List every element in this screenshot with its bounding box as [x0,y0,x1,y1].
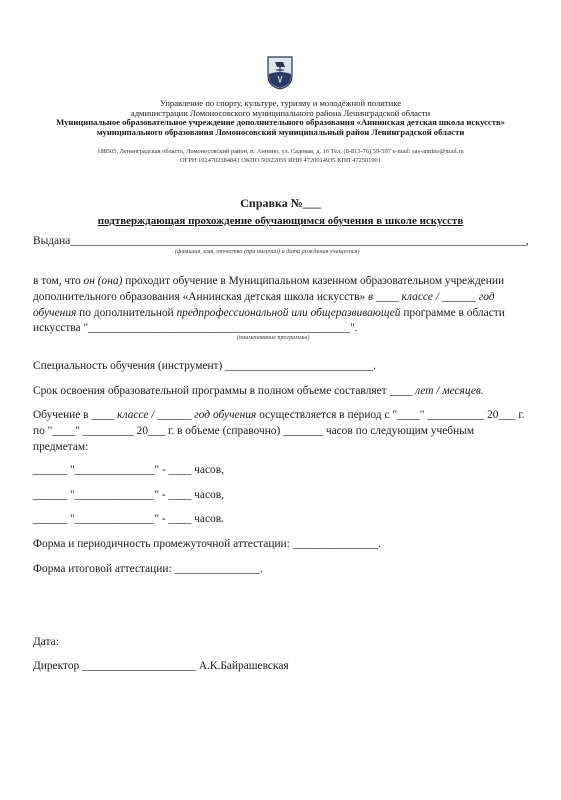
study-italic: год обучения [194,409,257,421]
specialty-line: Специальность обучения (инструмент) __________________________. [33,360,377,372]
study-line-1 [33,408,525,422]
document-subtitle: подтверждающая прохождение обучающимся обучения в школе искусств [97,215,464,227]
issued-caption: (фамилия, имя, отчество (при наличии) и дата рождения учащегося) [175,248,360,255]
subject-line: ______ "______________" - ____ часов, [33,464,224,476]
date-label: Дата: [33,636,59,648]
paragraph-italic: он (она) [83,275,123,287]
study-line-2: по "____" _________ 20___ г. в объеме (справочно) _______ часов по следующим учебным [33,425,475,437]
paragraph-text: проходит обучение в Муниципальном казенном образовательном учреждении [122,275,505,287]
director-signature-line: Директор ____________________ А.К.Байрашевская [33,660,289,672]
header-requisites: ОГРН 1024702184841 ОКПО 56922059 ИНН 4720014935 КПП 472501001 [180,157,381,164]
paragraph-italic: предпрофессиональной или общеразвивающей [176,307,401,319]
issued-blank: ________________________________________________________________________________ [70,235,526,247]
paragraph-text: в том, что [33,275,84,287]
paragraph-italic: в [368,291,374,303]
paragraph-line-2 [33,290,495,304]
paragraph-text: ____ [373,291,402,303]
study-text: осуществляется в период с "____" __________ 20___ г. [256,409,525,421]
paragraph-text: дополнительного образования «Аннинская детская школа искусств» [33,291,369,303]
term-italic: лет / месяцев. [415,385,484,397]
interim-attestation-line: Форма и периодичность промежуточной аттестации: _______________. [33,538,381,550]
issued-end: , [525,235,529,247]
term-line [33,384,484,398]
study-text: ______ [154,409,195,421]
header-line-1: Управление по спорту, культуре, туризму и молодёжной политике [159,98,402,108]
paragraph-line-4: искусства "______________________________________________". [33,322,358,334]
paragraph-text: по дополнительной [76,307,177,319]
program-caption: (наименование программы) [237,334,310,341]
paragraph-italic: классе / [401,291,439,303]
study-line-3: предметам: [33,441,89,453]
document-title: Справка №___ [240,196,321,210]
study-italic: классе / [117,409,155,421]
header-line-2: администрации Ломоносовского муниципального района Ленинградской области [130,108,431,118]
coat-of-arms-emblem [267,56,293,90]
paragraph-line-1 [33,274,504,288]
issued-label: Выдана [33,235,71,247]
header-line-4: муниципального образования Ломоносовский муниципальный район Ленинградской области [96,127,465,137]
header-line-3: Муниципальное образовательное учреждение дополнительного образования «Аннинская детская школа искусств» [56,117,505,127]
paragraph-text: ______ [438,291,479,303]
final-attestation-line: Форма итоговой аттестации: _______________. [33,563,263,575]
header-address: 188505, Ленинградская область, Ломоносовский район, п. Аннино, ул. Садовая, д. 16 Тел. (8-813-76) 59-597 e-mail: sas-annino@mail.ru [97,148,464,155]
subject-line: ______ "______________" - ____ часов, [33,489,224,501]
study-text: Обучение в ____ [33,409,118,421]
term-text: Срок освоения образовательной программы в полном объеме составляет ____ [33,385,416,397]
paragraph-line-3 [33,306,505,320]
paragraph-italic: год [478,291,495,303]
paragraph-text: программе в области [400,307,505,319]
paragraph-italic: обучения [33,307,77,319]
subject-line: ______ "______________" - ____ часов. [33,513,224,525]
issued-line [33,234,529,248]
